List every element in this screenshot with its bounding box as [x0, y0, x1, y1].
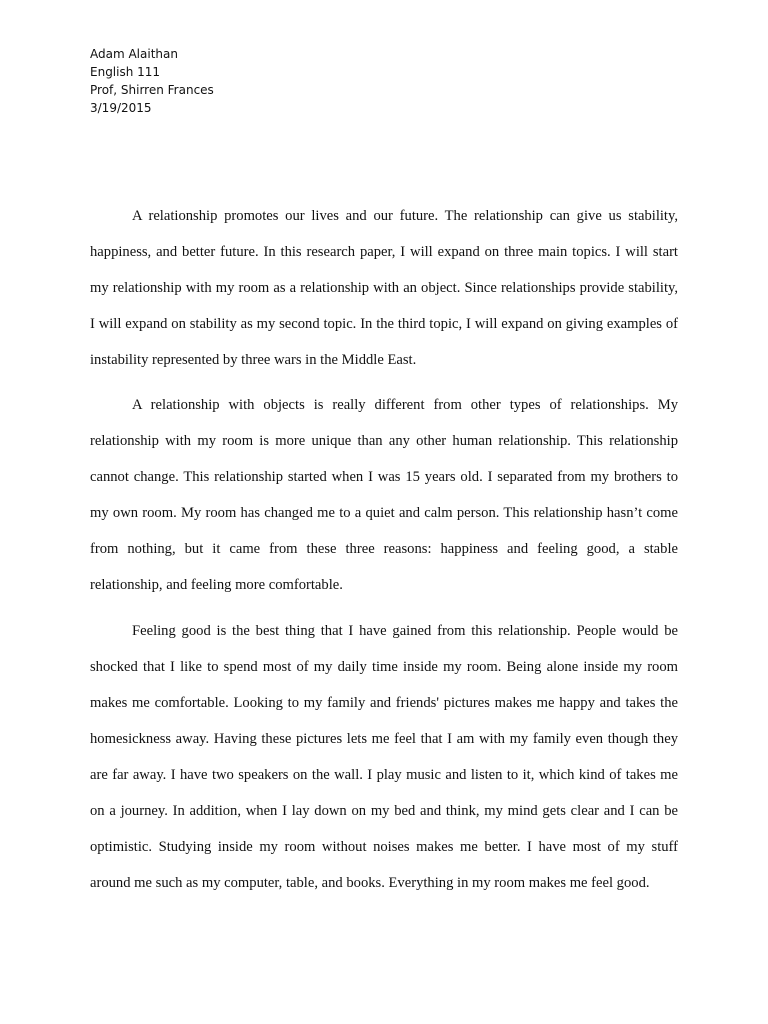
course-name: English 111: [90, 65, 161, 79]
document-date: 3/19/2015: [90, 101, 152, 115]
professor-name: Prof, Shirren Frances: [90, 83, 214, 97]
paragraph-feeling-good: Feeling good is the best thing that I have gained from this relationship. People would be shocked that I like to spend most of my daily time inside my room. Being alone inside my room makes me comfortable. Looking to my family and friends' pictures makes me happy and takes the homesickness away. Having these pictures lets me feel that I am with my family even though they are far away. I have two speakers on the wall. I play music and listen to it, which kind of takes me on a journey. In addition, when I lay down on my bed and think, my mind gets clear and I can be optimistic. Studying inside my room without noises makes me better. I have most of my stuff around me such as my computer, table, and books. Everything in my room makes me feel good.: [90, 623, 678, 891]
author-name: Adam Alaithan: [90, 47, 178, 61]
paragraph-objects: A relationship with objects is really different from other types of relationships. My relationship with my room is more unique than any other human relationship. This relationship cannot change. This relationship started when I was 15 years old. I separated from my brothers to my own room. My room has changed me to a quiet and calm person. This relationship hasn’t come from nothing, but it came from these three reasons: happiness and feeling good, a stable relationship, and feeling more comfortable.: [90, 397, 678, 593]
document-header: [90, 45, 214, 117]
paragraph-intro: A relationship promotes our lives and our future. The relationship can give us stability, happiness, and better future. In this research paper, I will expand on three main topics. I will start my relationship with my room as a relationship with an object. Since relationships provide stability, I will expand on stability as my second topic. In the third topic, I will expand on giving examples of instability represented by three wars in the Middle East.: [90, 208, 678, 368]
